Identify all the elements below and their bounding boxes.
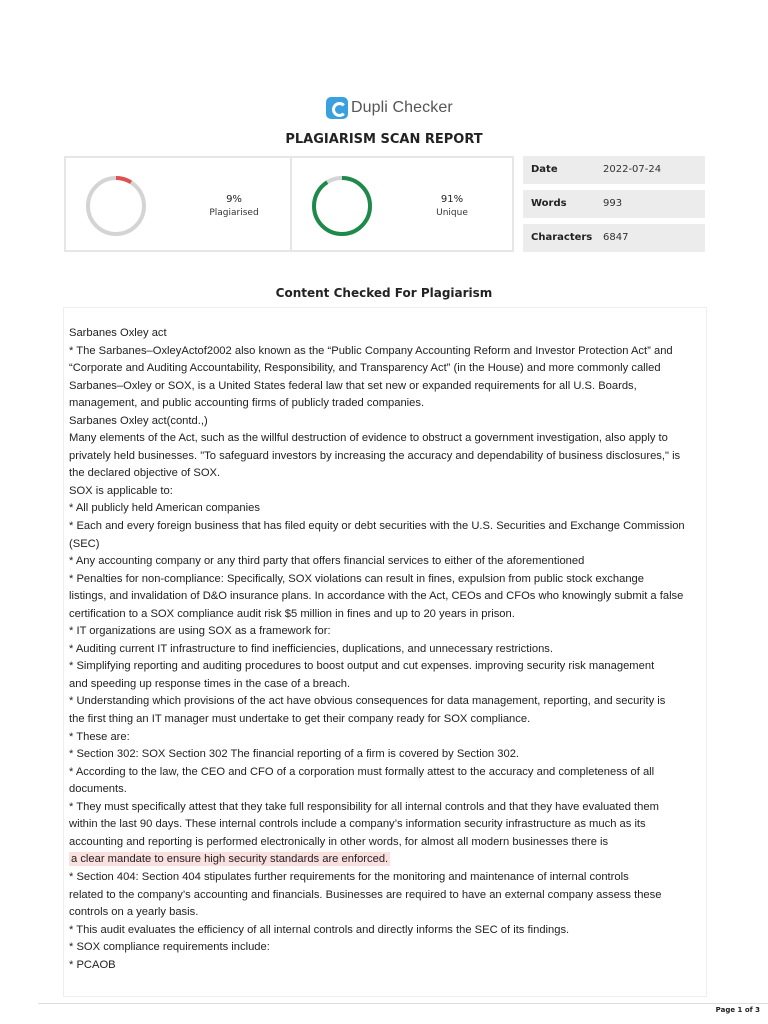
unique-stat bbox=[292, 158, 512, 250]
content-line bbox=[69, 623, 706, 641]
meta-words-label: Words bbox=[531, 198, 567, 209]
content-line-text: “Corporate and Auditing Accountability, Responsibility, and Transparency Act” (in the House) and more commonly called bbox=[69, 362, 661, 375]
content-line bbox=[69, 553, 706, 571]
content-line bbox=[69, 729, 706, 747]
content-line bbox=[69, 395, 706, 413]
unique-percent: 91% bbox=[440, 194, 464, 205]
checked-content-box bbox=[63, 307, 707, 997]
content-line-text: Sarbanes Oxley act bbox=[69, 327, 167, 339]
content-line-text: * The Sarbanes–OxleyActof2002 also known as the “Public Company Accounting Reform and Investor Protection Act” and bbox=[69, 344, 673, 357]
content-line-text: (SEC) bbox=[69, 537, 100, 550]
meta-characters-value: 6847 bbox=[603, 232, 629, 243]
dupli-checker-logo-icon bbox=[326, 97, 348, 119]
content-section-title: Content Checked For Plagiarism bbox=[275, 286, 493, 300]
plagiarised-stat bbox=[66, 158, 292, 250]
page-number: Page 1 of 3 bbox=[715, 1006, 760, 1014]
content-line-text: the declared objective of SOX. bbox=[69, 467, 221, 480]
content-line-text: accounting and reporting is performed electronically in other words, for almost all modern businesses there is bbox=[69, 835, 609, 848]
dupli-checker-logo bbox=[326, 96, 453, 120]
content-line bbox=[69, 343, 706, 361]
content-line bbox=[69, 676, 706, 694]
content-line-text: * Simplifying reporting and auditing procedures to boost output and cut expenses. improving security risk management bbox=[69, 660, 655, 673]
meta-row-date bbox=[523, 156, 705, 184]
content-line-text: documents. bbox=[69, 783, 127, 796]
content-line-text: * PCAOB bbox=[69, 958, 116, 971]
content-line bbox=[69, 816, 706, 834]
content-line-text: * Section 302: SOX Section 302 The financial reporting of a firm is covered by Section 302. bbox=[69, 748, 520, 761]
unique-label: Unique bbox=[436, 208, 468, 218]
unique-ring-fill bbox=[314, 178, 370, 234]
content-line bbox=[69, 764, 706, 782]
content-line bbox=[69, 465, 706, 483]
content-line-text: privately held businesses. "To safeguard investors by increasing the accuracy and dependability of business disclosures," is bbox=[69, 449, 681, 462]
content-line-text: * Each and every foreign business that has filed equity or debt securities with the U.S. Securities and Exchange Commission bbox=[69, 520, 685, 533]
content-line bbox=[69, 536, 706, 554]
content-line bbox=[69, 658, 706, 676]
content-line bbox=[69, 325, 706, 343]
content-line-text: certification to a SOX compliance audit risk $5 million in fines and up to 20 years in prison. bbox=[69, 607, 515, 620]
content-line bbox=[69, 413, 706, 431]
content-line-text: a clear mandate to ensure high security standards are enforced. bbox=[71, 853, 389, 866]
content-line-text: SOX is applicable to: bbox=[69, 484, 173, 497]
meta-date-value: 2022-07-24 bbox=[603, 164, 662, 175]
content-line-text: * SOX compliance requirements include: bbox=[69, 941, 270, 954]
content-line-text: * These are: bbox=[69, 730, 130, 743]
content-line bbox=[69, 360, 706, 378]
content-line-text: * Understanding which provisions of the act have obvious consequences for data management, reporting, and security is bbox=[69, 695, 666, 708]
content-line-text: controls on a yearly basis. bbox=[69, 906, 199, 919]
content-line bbox=[69, 588, 706, 606]
content-line bbox=[69, 518, 706, 536]
content-line bbox=[69, 904, 706, 922]
plagiarised-percent: 9% bbox=[226, 194, 242, 205]
content-line-text: within the last 90 days. These internal controls include a company’s information security infrastructure as much as its bbox=[69, 818, 646, 831]
meta-words-value: 993 bbox=[603, 198, 623, 209]
content-line-text: listings, and invalidation of D&O insurance plans. In accordance with the Act, CEOs and CFOs who knowingly submit a false bbox=[69, 590, 684, 603]
content-line-text: * Penalties for non-compliance: Specifically, SOX violations can result in fines, expulsion from public stock exchange bbox=[69, 572, 644, 585]
content-line bbox=[69, 378, 706, 396]
content-line bbox=[69, 500, 706, 518]
content-line-text: * Section 404: Section 404 stipulates further requirements for the monitoring and maintenance of internal controls bbox=[69, 870, 629, 883]
content-line bbox=[69, 693, 706, 711]
content-line bbox=[69, 448, 706, 466]
content-line bbox=[69, 869, 706, 887]
meta-row-words bbox=[523, 190, 705, 218]
content-line-text: and speeding up response times in the case of a breach. bbox=[69, 677, 351, 690]
content-line-text: related to the company’s accounting and financials. Businesses are required to have an external company assess these bbox=[69, 888, 662, 901]
content-line bbox=[69, 939, 706, 957]
logo-text: Dupli Checker bbox=[351, 99, 453, 116]
content-line-text: * IT organizations are using SOX as a framework for: bbox=[69, 625, 331, 638]
content-line bbox=[69, 641, 706, 659]
content-line bbox=[69, 781, 706, 799]
content-line-text: management, and public accounting firms of publicly traded companies. bbox=[69, 397, 425, 410]
content-line-text: * Any accounting company or any third party that offers financial services to either of the aforementioned bbox=[69, 555, 585, 568]
content-line bbox=[69, 606, 706, 624]
report-title: PLAGIARISM SCAN REPORT bbox=[285, 132, 483, 147]
plagiarised-text-line bbox=[69, 851, 706, 869]
content-line bbox=[69, 746, 706, 764]
content-line bbox=[69, 957, 706, 975]
content-line-text: Many elements of the Act, such as the willful destruction of evidence to obstruct a government investigation, also apply to bbox=[69, 432, 668, 445]
content-line-text: * This audit evaluates the efficiency of all internal controls and directly informs the SEC of its findings. bbox=[69, 923, 570, 936]
content-line-text: Sarbanes Oxley act(contd.,) bbox=[69, 414, 208, 427]
content-line-text: * Auditing current IT infrastructure to find inefficiencies, duplications, and unnecessary restrictions. bbox=[69, 642, 554, 655]
content-line-text: * According to the law, the CEO and CFO of a corporation must formally attest to the accuracy and completeness of all bbox=[69, 765, 655, 778]
content-line bbox=[69, 571, 706, 589]
content-line bbox=[69, 922, 706, 940]
meta-characters-label: Characters bbox=[531, 232, 593, 243]
content-line-text: the first thing an IT manager must undertake to get their company ready for SOX compliance. bbox=[69, 713, 531, 726]
plagiarised-label: Plagiarised bbox=[209, 208, 259, 218]
stats-panel bbox=[64, 156, 514, 252]
content-line bbox=[69, 483, 706, 501]
content-line bbox=[69, 711, 706, 729]
content-line bbox=[69, 834, 706, 852]
content-line bbox=[69, 799, 706, 817]
content-line bbox=[69, 887, 706, 905]
footer-divider bbox=[38, 1003, 768, 1004]
content-line-text: Sarbanes–Oxley or SOX, is a United States federal law that set new or expanded requirements for all U.S. Boards, bbox=[69, 379, 637, 392]
meta-date-label: Date bbox=[531, 164, 558, 175]
plagiarised-ring-chart bbox=[86, 176, 146, 236]
plagiarised-ring-track bbox=[88, 178, 144, 234]
meta-row-characters bbox=[523, 224, 705, 252]
content-line-text: * All publicly held American companies bbox=[69, 502, 260, 515]
content-line bbox=[69, 430, 706, 448]
content-line-text: * They must specifically attest that they take full responsibility for all internal controls and that they have evaluated them bbox=[69, 800, 659, 813]
unique-ring-chart bbox=[312, 176, 372, 236]
